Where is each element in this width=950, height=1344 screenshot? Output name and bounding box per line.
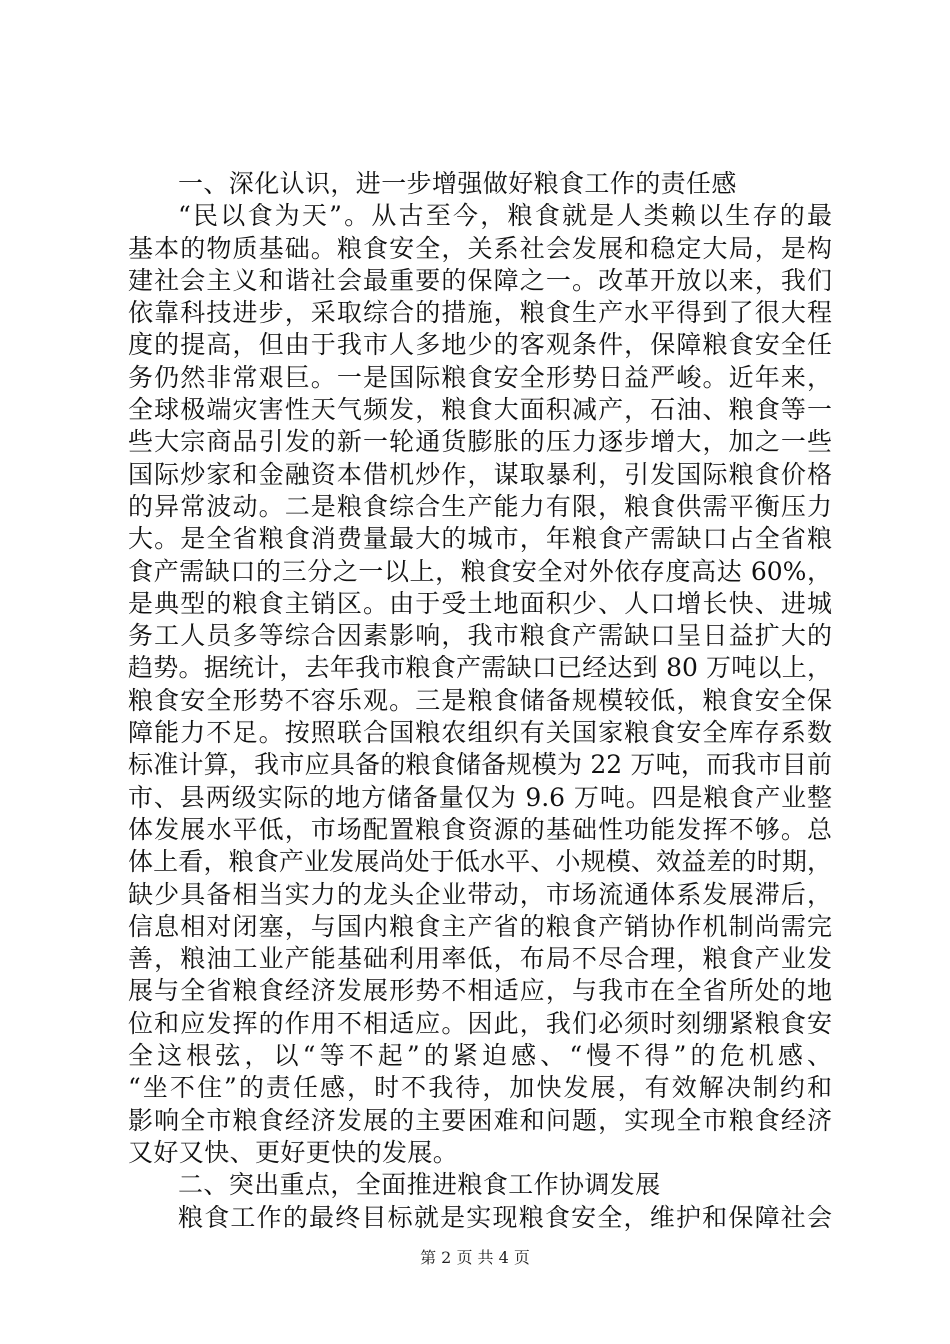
text-line: 信息相对闭塞，与国内粮食主产省的粮食产销协作机制尚需完 bbox=[128, 911, 832, 941]
text-line: 一、深化认识，进一步增强做好粮食工作的责任感 bbox=[178, 169, 737, 198]
text-line: 务工人员多等综合因素影响，我市粮食产需缺口呈日益扩大的 bbox=[128, 621, 832, 651]
text-line: 位和应发挥的作用不相适应。因此，我们必须时刻绷紧粮食安 bbox=[128, 1008, 832, 1038]
text-line: 标准计算，我市应具备的粮食储备规模为 22 万吨，而我市目前 bbox=[128, 750, 832, 780]
document-body bbox=[128, 168, 832, 1234]
text-line: 粮食安全形势不容乐观。三是粮食储备规模较低，粮食安全保 bbox=[128, 685, 832, 715]
text-line: 趋势。据统计，去年我市粮食产需缺口已经达到 80 万吨以上， bbox=[128, 653, 832, 683]
text-line: 二、突出重点，全面推进粮食工作协调发展 bbox=[178, 1170, 661, 1200]
text-line: 食产需缺口的三分之一以上，粮食安全对外依存度高达 60%， bbox=[128, 556, 832, 586]
text-line: “民以食为天”。从古至今，粮食就是人类赖以生存的最 bbox=[178, 201, 832, 231]
text-line: 粮食工作的最终目标就是实现粮食安全，维护和保障社会 bbox=[178, 1202, 832, 1232]
text-line: 障能力不足。按照联合国粮农组织有关国家粮食安全库存系数 bbox=[128, 718, 832, 748]
text-line: 务仍然非常艰巨。一是国际粮食安全形势日益严峻。近年来， bbox=[128, 362, 832, 392]
text-line: 基本的物质基础。粮食安全，关系社会发展和稳定大局，是构 bbox=[128, 233, 832, 263]
text-line: 市、县两级实际的地方储备量仅为 9.6 万吨。四是粮食产业整 bbox=[128, 782, 832, 812]
text-line: 些大宗商品引发的新一轮通货膨胀的压力逐步增大，加之一些 bbox=[128, 427, 832, 457]
text-line: 又好又快、更好更快的发展。 bbox=[128, 1137, 459, 1167]
text-line: 建社会主义和谐社会最重要的保障之一。改革开放以来，我们 bbox=[128, 265, 832, 295]
text-line: 国际炒家和金融资本借机炒作，谋取暴利，引发国际粮食价格 bbox=[128, 459, 832, 489]
text-line: 展与全省粮食经济发展形势不相适应，与我市在全省所处的地 bbox=[128, 976, 832, 1006]
text-line: 的异常波动。二是粮食综合生产能力有限，粮食供需平衡压力 bbox=[128, 491, 832, 521]
text-line: 全球极端灾害性天气频发，粮食大面积减产，石油、粮食等一 bbox=[128, 395, 832, 425]
text-line: 缺少具备相当实力的龙头企业带动，市场流通体系发展滞后， bbox=[128, 879, 832, 909]
text-line: 体发展水平低，市场配置粮食资源的基础性功能发挥不够。总 bbox=[128, 814, 832, 844]
text-line: 体上看，粮食产业发展尚处于低水平、小规模、效益差的时期， bbox=[128, 847, 832, 877]
text-line: “坐不住”的责任感，时不我待，加快发展，有效解决制约和 bbox=[128, 1073, 832, 1103]
text-line: 大。是全省粮食消费量最大的城市，年粮食产需缺口占全省粮 bbox=[128, 524, 832, 554]
text-line: 度的提高，但由于我市人多地少的客观条件，保障粮食安全任 bbox=[128, 330, 832, 360]
text-line: 是典型的粮食主销区。由于受土地面积少、人口增长快、进城 bbox=[128, 588, 832, 618]
text-line: 依靠科技进步，采取综合的措施，粮食生产水平得到了很大程 bbox=[128, 298, 832, 328]
page-footer: 第 2 页 共 4 页 bbox=[420, 1248, 530, 1267]
text-line: 全这根弦，以“等不起”的紧迫感、“慢不得”的危机感、 bbox=[128, 1041, 832, 1071]
text-line: 善，粮油工业产能基础利用率低，布局不尽合理，粮食产业发 bbox=[128, 944, 832, 974]
text-line: 影响全市粮食经济发展的主要困难和问题，实现全市粮食经济 bbox=[128, 1105, 832, 1135]
